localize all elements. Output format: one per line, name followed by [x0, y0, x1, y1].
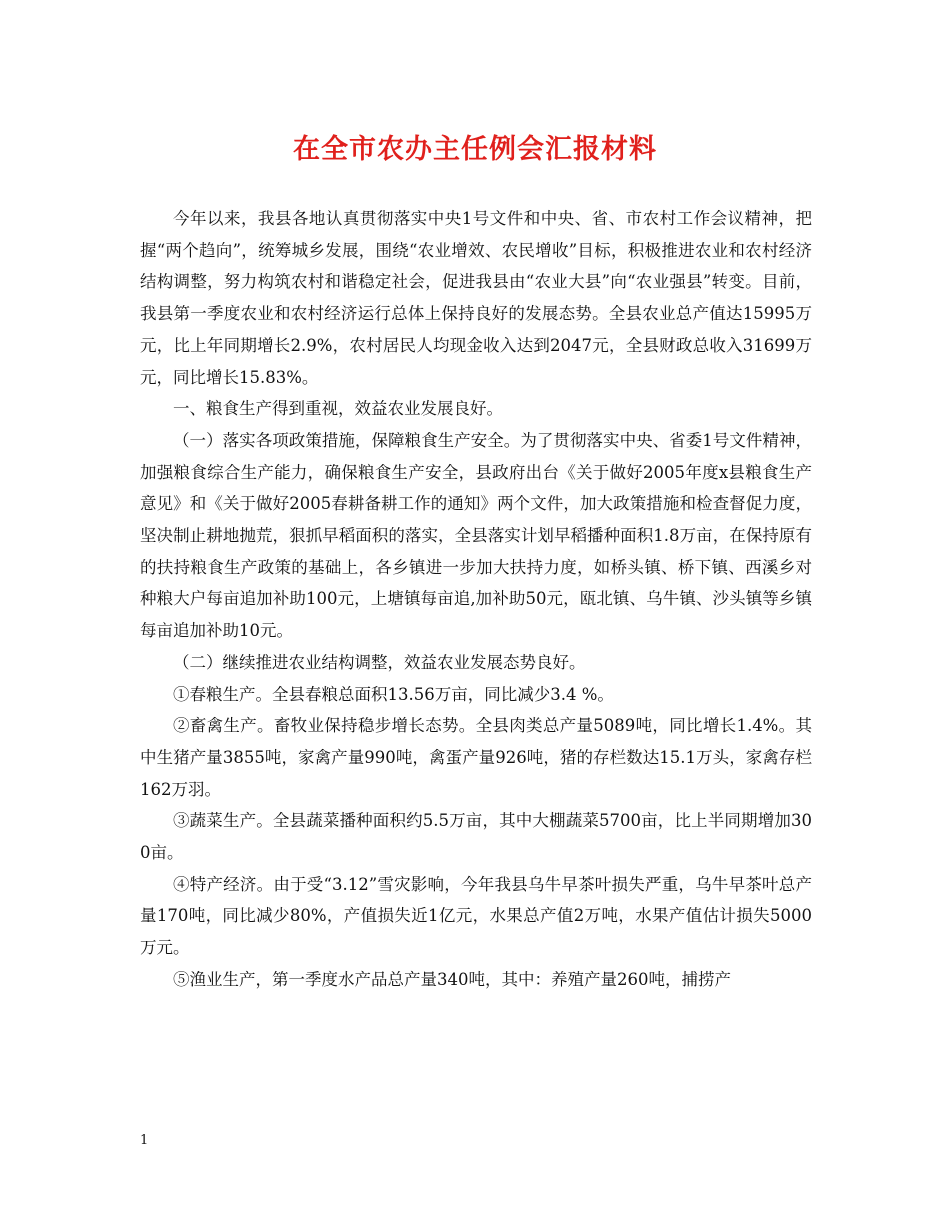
subsection-heading-structure: （二）继续推进农业结构调整，效益农业发展态势良好。 — [173, 652, 586, 672]
document-body — [140, 203, 812, 996]
list-item-livestock: ②畜禽生产。畜牧业保持稳步增长态势。全县肉类总产量5089吨，同比增长1.4%。其中生猪产量3855吨，家禽产量990吨，禽蛋产量926吨，猪的存栏数达15.1万头，家禽存栏162万羽。 — [140, 716, 812, 799]
list-item-fishery: ⑤渔业生产，第一季度水产品总产量340吨，其中：养殖产量260吨，捕捞产 — [173, 969, 731, 989]
paragraph-policy: （一）落实各项政策措施，保障粮食生产安全。为了贯彻落实中央、省委1号文件精神，加强粮食综合生产能力，确保粮食生产安全，县政府出台《关于做好2005年度x县粮食生产意见》和《关于做好2005春耕备耕工作的通知》两个文件，加大政策措施和检查督促力度，坚决制止耕地抛荒，狠抓早稻面积的落实，全县落实计划早稻播种面积1.8万亩，在保持原有的扶持粮食生产政策的基础上，各乡镇进一步加大扶持力度，如桥头镇、桥下镇、西溪乡对种粮大户每亩追加补助100元，上塘镇每亩追,加补助50元，瓯北镇、乌牛镇、沙头镇等乡镇每亩追加补助10元。 — [140, 430, 812, 641]
page-number: 1 — [140, 1133, 149, 1148]
list-item-vegetables: ③蔬菜生产。全县蔬菜播种面积约5.5万亩，其中大棚蔬菜5700亩，比上半同期增加300亩。 — [140, 811, 812, 863]
list-item-spring-grain: ①春粮生产。全县春粮总面积13.56万亩，同比减少3.4 %。 — [173, 684, 614, 704]
paragraph-intro: 今年以来，我县各地认真贯彻落实中央1号文件和中央、省、市农村工作会议精神，把握“两个趋向”，统筹城乡发展，围绕“农业增效、农民增收”目标，积极推进农业和农村经济结构调整，努力构筑农村和谐稳定社会，促进我县由“农业大县”向“农业强县”转变。目前，我县第一季度农业和农村经济运行总体上保持良好的发展态势。全县农业总产值达15995万元，比上年同期增长2.9%，农村居民人均现金收入达到2047元，全县财政总收入31699万元，同比增长15.83%。 — [140, 209, 812, 387]
document-title: 在全市农办主任例会汇报材料 — [293, 134, 657, 165]
list-item-specialty: ④特产经济。由于受“3.12”雪灾影响，今年我县乌牛早茶叶损失严重，乌牛早茶叶总产量170吨，同比减少80%，产值损失近1亿元，水果总产值2万吨，水果产值估计损失5000万元。 — [140, 874, 812, 958]
section-heading-grain: 一、粮食生产得到重视，效益农业发展良好。 — [173, 399, 503, 419]
